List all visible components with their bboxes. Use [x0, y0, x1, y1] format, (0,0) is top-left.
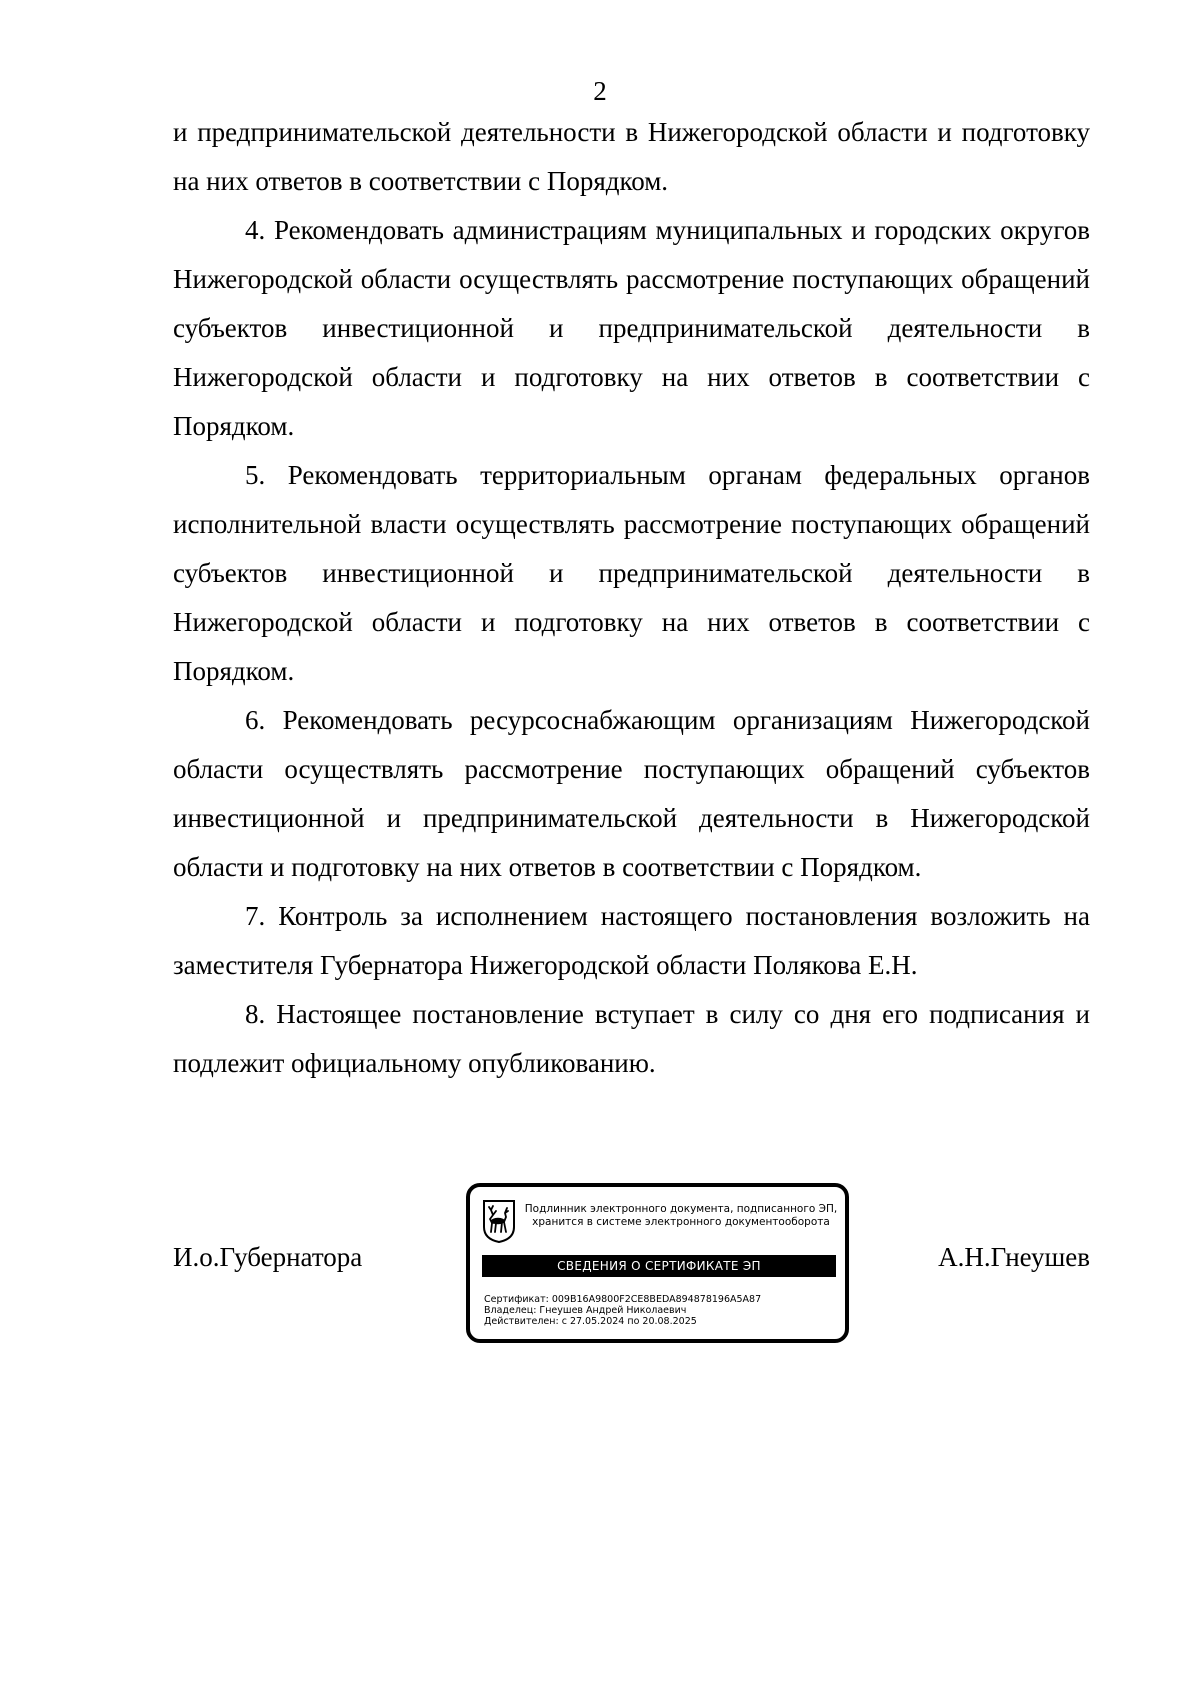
page-number: 2: [593, 76, 607, 106]
electronic-signature-stamp: [466, 1183, 849, 1343]
stamp-certificate-owner: Владелец: Гнеушев Андрей Николаевич: [484, 1305, 687, 1316]
paragraph-continuation: и предпринимательской деятельности в Нижегородской области и подготовку на них ответов в соответствии с Порядком.: [173, 117, 1090, 196]
document-body: [173, 108, 1090, 1088]
signatory-position: И.о.Губернатора: [173, 1242, 363, 1272]
paragraph-item-8: 8. Настоящее постановление вступает в силу со дня его подписания и подлежит официальному опубликованию.: [173, 999, 1090, 1078]
stamp-storage-note: хранится в системе электронного документооборота: [532, 1216, 830, 1228]
stamp-certificate-number: Сертификат: 009B16A9800F2CE8BEDA894878196A5A87: [484, 1294, 762, 1305]
stamp-certificate-validity: Действителен: с 27.05.2024 по 20.08.2025: [484, 1316, 697, 1327]
paragraph-item-7: 7. Контроль за исполнением настоящего постановления возложить на заместителя Губернатора Нижегородской области Полякова Е.Н.: [173, 901, 1090, 980]
paragraph-item-4: 4. Рекомендовать администрациям муниципальных и городских округов Нижегородской области осуществлять рассмотрение поступающих обращений субъектов инвестиционной и предпринимательской деятельности в Нижегородской области и подготовку на них ответов в соответствии с Порядком.: [173, 215, 1090, 441]
signatory-name: А.Н.Гнеушев: [938, 1242, 1090, 1272]
nizhny-novgorod-deer-emblem-icon: [482, 1199, 516, 1243]
stamp-original-note: Подлинник электронного документа, подписанного ЭП,: [524, 1203, 838, 1215]
stamp-certificate-header: СВЕДЕНИЯ О СЕРТИФИКАТЕ ЭП: [482, 1255, 836, 1277]
paragraph-item-5: 5. Рекомендовать территориальным органам федеральных органов исполнительной власти осуществлять рассмотрение поступающих обращений субъектов инвестиционной и предпринимательской деятельности в Нижегородской области и подготовку на них ответов в соответствии с Порядком.: [173, 460, 1090, 686]
paragraph-item-6: 6. Рекомендовать ресурсоснабжающим организациям Нижегородской области осуществлять рассмотрение поступающих обращений субъектов инвестиционной и предпринимательской деятельности в Нижегородской области и подготовку на них ответов в соответствии с Порядком.: [173, 705, 1090, 882]
